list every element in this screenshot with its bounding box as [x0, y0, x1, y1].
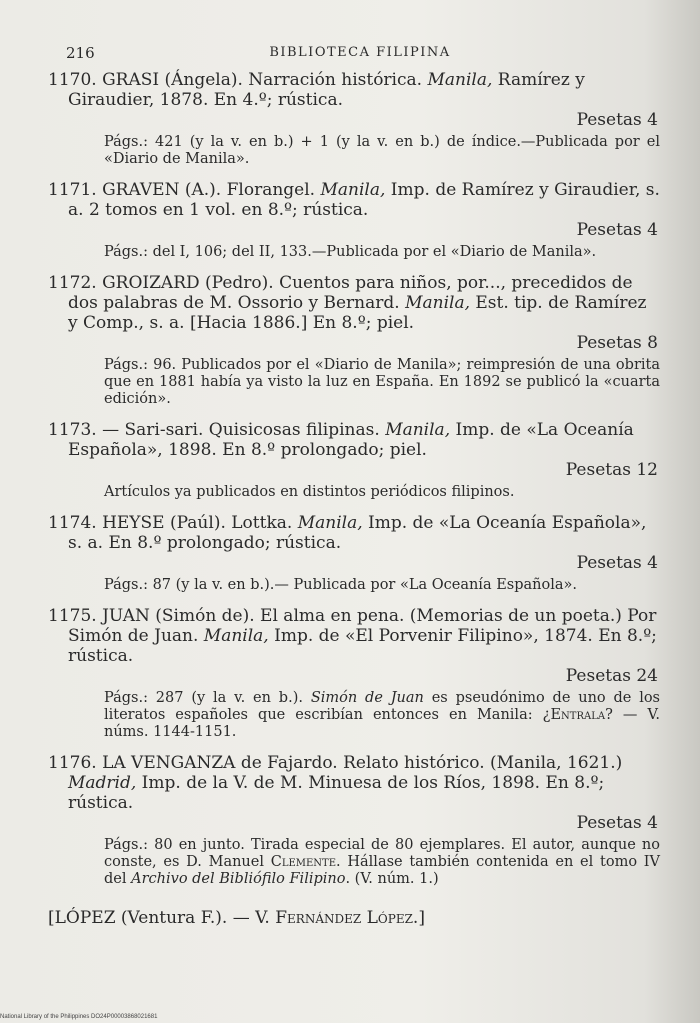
cross-reference-target: Fernández López	[275, 908, 413, 928]
page-header	[66, 44, 654, 64]
note-text: Págs.: 287 (y la v. en b.).	[104, 690, 311, 706]
entry-place: Manila,	[203, 626, 269, 646]
entry-place: Manila,	[385, 420, 451, 440]
entry-number: 1176.	[48, 753, 97, 773]
entry-place: Manila,	[405, 293, 470, 313]
entry-price: Pesetas 4	[576, 110, 658, 130]
entry-number: 1172.	[48, 273, 97, 293]
note-italic: Archivo del Bibliófilo Filipino	[131, 871, 346, 887]
entry-text: — Sari-sari. Quisicosas filipinas.	[96, 420, 386, 440]
entry-text-rest: Imp. de «La Oceanía Española», 1898. En 8.º prolongado; piel.	[68, 420, 634, 460]
entry-number: 1170.	[48, 70, 97, 90]
entry-text: JUAN (Simón de). El alma en pena. (Memorias de un poeta.) Por Simón de Juan.	[68, 606, 657, 646]
entry-citation	[48, 180, 660, 220]
entry-note	[104, 690, 660, 741]
note-text-mid: es pseudónimo de uno de los literatos españoles que escribían entonces en Manila: ¿	[104, 690, 661, 723]
page-number: 216	[66, 44, 95, 62]
running-title: BIBLIOTECA FILIPINA	[269, 45, 451, 60]
entry-price: Pesetas 12	[565, 460, 658, 480]
entry-place: Madrid,	[68, 773, 137, 793]
note-text: Págs.: 80 en junto. Tirada especial de 80 ejemplares. El autor, aunque no conste, es D. Manuel	[104, 837, 660, 870]
bibliography-entry-1173	[48, 420, 660, 501]
entry-text-rest: Imp. de «El Porvenir Filipino», 1874. En 8.º; rústica.	[68, 626, 657, 666]
entry-place: Manila,	[297, 513, 363, 533]
entry-text-rest: Imp. de la V. de M. Minuesa de los Ríos, 1898. En 8.º; rústica.	[68, 773, 605, 813]
entry-text-rest: Ramírez y Giraudier, 1878. En 4.º; rústica.	[68, 70, 585, 110]
note-smallcaps: Entrala	[550, 707, 606, 723]
entry-note: Págs.: 96. Publicados por el «Diario de Manila»; reimpresión de una obrita que en 1881 había ya visto la luz en España. En 1892 se publicó la «cuarta edición».	[104, 357, 660, 407]
entry-text: LA VENGANZA de Fajardo. Relato histórico. (Manila, 1621.)	[96, 753, 623, 773]
entry-text-rest: Est. tip. de Ramírez y Comp., s. a. [Hacia 1886.] En 8.º; piel.	[68, 293, 647, 333]
scan-credit: National Library of the Philippines DO24P00003868021681	[0, 1014, 158, 1020]
entry-citation	[48, 420, 660, 460]
bibliography-list	[48, 70, 660, 928]
entry-note: Págs.: 87 (y la v. en b.).— Publicada por «La Oceanía Española».	[104, 577, 577, 593]
entry-text: GRASI (Ángela). Narración histórica.	[96, 70, 428, 90]
entry-place: Manila,	[320, 180, 386, 200]
entry-number: 1174.	[48, 513, 97, 533]
entry-citation	[48, 273, 660, 333]
entry-citation	[48, 70, 660, 110]
entry-text: HEYSE (Paúl). Lottka.	[96, 513, 298, 533]
bibliography-entry-1176	[48, 753, 660, 888]
cross-reference-end: .]	[412, 908, 425, 928]
note-text-end: ? — V. núms. 1144-1151.	[104, 707, 660, 740]
note-italic: Simón de Juan	[310, 690, 424, 706]
entry-note: Págs.: 421 (y la v. en b.) + 1 (y la v. en b.) de índice.—Publicada por el «Diario de Manila».	[104, 134, 660, 167]
note-text-end: . (V. núm. 1.)	[345, 871, 439, 887]
entry-text-rest: Imp. de Ramírez y Giraudier, s. a. 2 tomos en 1 vol. en 8.º; rústica.	[68, 180, 660, 220]
entry-number: 1173.	[48, 420, 97, 440]
entry-note	[104, 837, 660, 888]
entry-place: Manila,	[427, 70, 493, 90]
bibliography-entry-1172	[48, 273, 660, 408]
entry-text: GRAVEN (A.). Florangel.	[96, 180, 321, 200]
entry-price: Pesetas 4	[576, 813, 658, 833]
entry-number: 1175.	[48, 606, 97, 626]
entry-citation	[48, 513, 660, 553]
entry-text-rest: Imp. de «La Oceanía Española», s. a. En 8.º prolongado; rústica.	[68, 513, 647, 553]
entry-citation	[48, 753, 660, 813]
cross-reference-text: [LÓPEZ (Ventura F.). — V.	[48, 908, 276, 928]
note-text-mid: . Hállase también contenida en el tomo IV del	[104, 854, 660, 887]
entry-text: GROIZARD (Pedro). Cuentos para niños, por..., precedidos de dos palabras de M. Ossorio y Bernard.	[68, 273, 633, 313]
bibliography-entry-1170	[48, 70, 660, 168]
bibliography-entry-1171	[48, 180, 660, 261]
cross-reference	[48, 908, 660, 928]
entry-citation	[48, 606, 660, 666]
note-smallcaps: Clemente	[270, 854, 337, 870]
entry-price: Pesetas 4	[576, 553, 658, 573]
entry-price: Pesetas 8	[576, 333, 658, 353]
entry-note: Artículos ya publicados en distintos periódicos filipinos.	[104, 484, 515, 500]
entry-price: Pesetas 24	[565, 666, 658, 686]
entry-number: 1171.	[48, 180, 97, 200]
entry-price: Pesetas 4	[576, 220, 658, 240]
bibliography-entry-1174	[48, 513, 660, 594]
entry-note: Págs.: del I, 106; del II, 133.—Publicada por el «Diario de Manila».	[104, 244, 597, 260]
bibliography-entry-1175	[48, 606, 660, 741]
